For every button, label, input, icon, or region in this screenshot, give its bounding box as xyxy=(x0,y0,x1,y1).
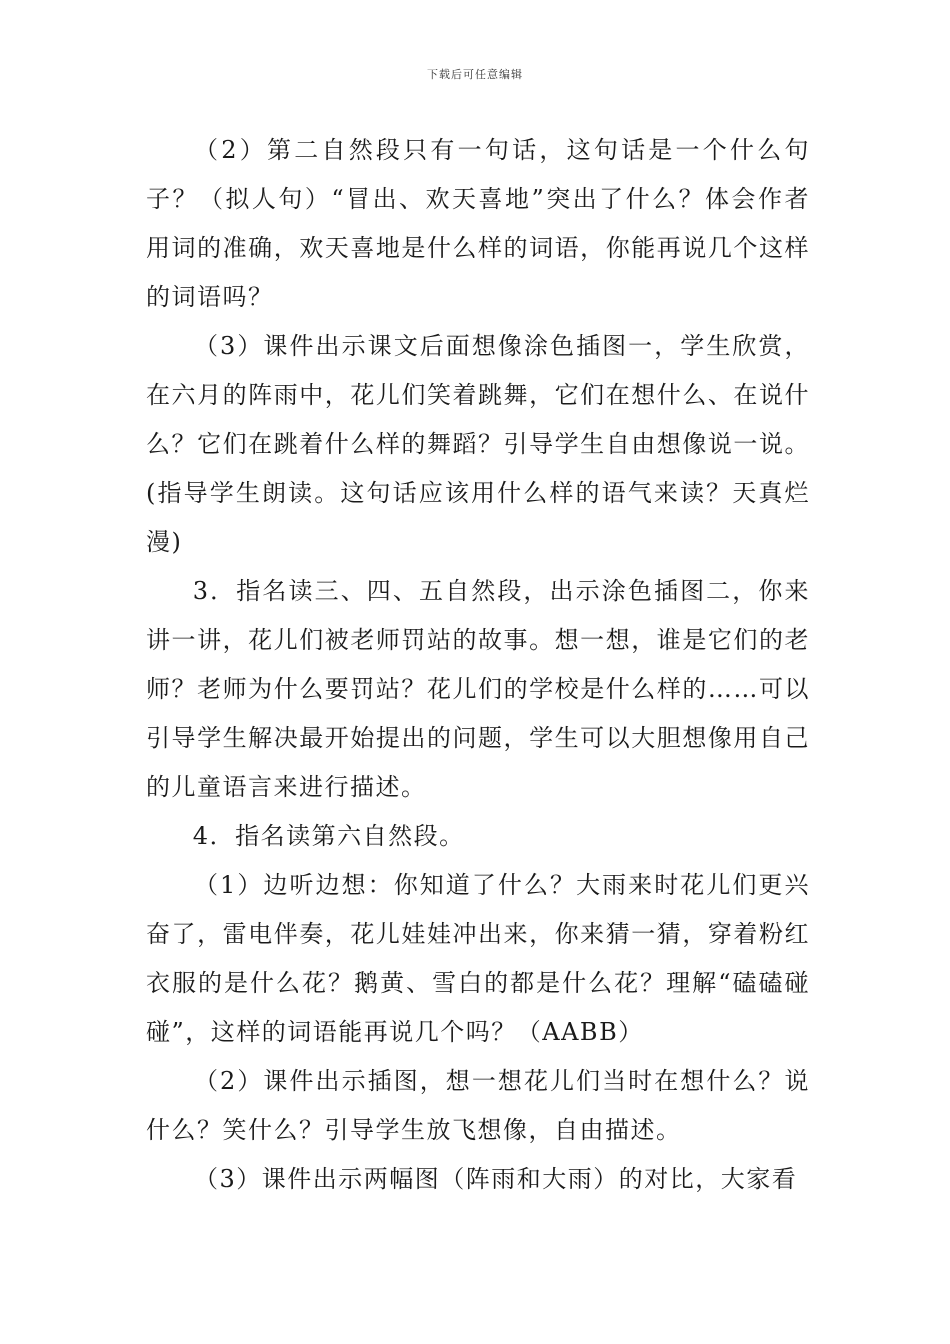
page-header: 下载后可任意编辑 xyxy=(427,68,523,81)
paragraph-3-illustration-one: （3）课件出示课文后面想像涂色插图一，学生欣赏，在六月的阵雨中，花儿们笑着跳舞，它们在想什么、在说什么？它们在跳着什么样的舞蹈？引导学生自由想像说一说。(指导学生朗读。这句话应该用什么样的语气来读？天真烂漫) xyxy=(146,332,810,556)
paragraph-listen-and-think: （1）边听边想：你知道了什么？大雨来时花儿们更兴奋了，雷电伴奏，花儿娃娃冲出来，你来猜一猜，穿着粉红衣服的是什么花？鹅黄、雪白的都是什么花？理解“磕磕碰碰”，这样的词语能再说几个吗？（AABB） xyxy=(146,871,810,1046)
document-body xyxy=(146,126,810,1204)
paragraph-read-three-four-five: 3．指名读三、四、五自然段，出示涂色插图二，你来讲一讲，花儿们被老师罚站的故事。想一想，谁是它们的老师？老师为什么要罚站？花儿们的学校是什么样的……可以引导学生解决最开始提出的问题，学生可以大胆想像用自己的儿童语言来进行描述。 xyxy=(146,577,810,801)
paragraph-illustration-imagine: （2）课件出示插图，想一想花儿们当时在想什么？说什么？笑什么？引导学生放飞想像，自由描述。 xyxy=(146,1067,810,1144)
paragraph-2-sentence-type: （2）第二自然段只有一句话，这句话是一个什么句子？（拟人句）“冒出、欢天喜地”突出了什么？体会作者用词的准确，欢天喜地是什么样的词语，你能再说几个这样的词语吗？ xyxy=(146,136,810,311)
paragraph-read-six: 4．指名读第六自然段。 xyxy=(192,822,465,850)
paragraph-compare-two-images: （3）课件出示两幅图（阵雨和大雨）的对比，大家看 xyxy=(194,1165,798,1193)
